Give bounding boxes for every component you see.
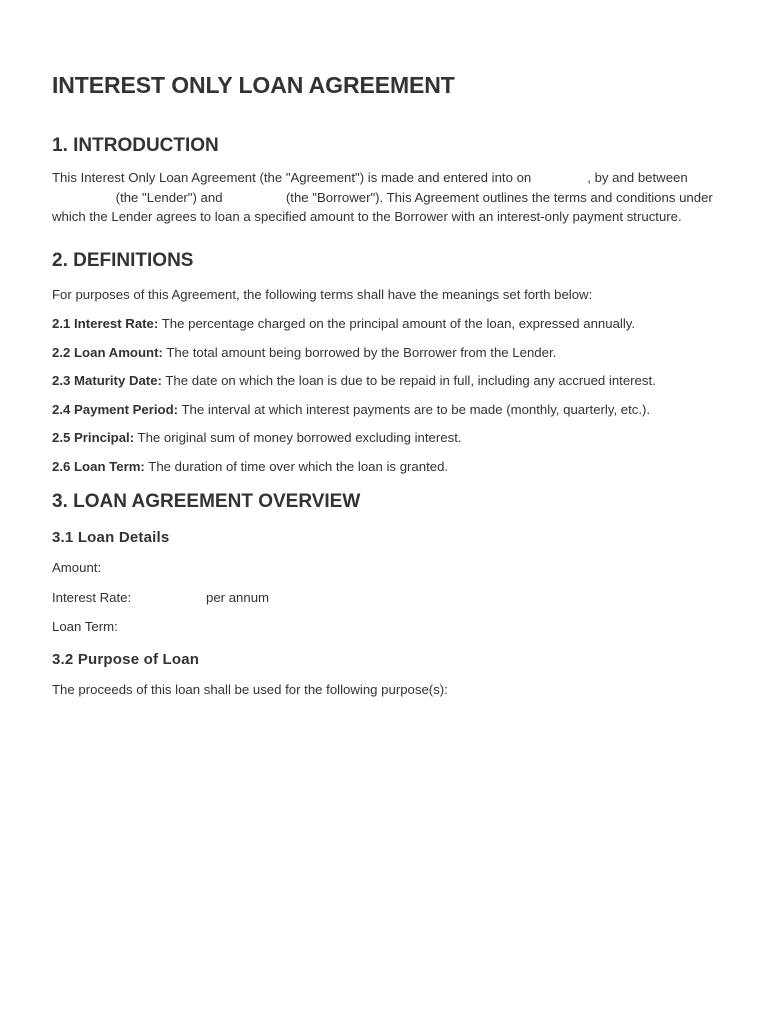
definition-term: 2.1 Interest Rate: bbox=[52, 316, 159, 331]
intro-text-3: (the "Lender") and bbox=[115, 189, 223, 205]
definition-text: The total amount being borrowed by the Borrower from the Lender. bbox=[166, 344, 557, 360]
definition-item bbox=[52, 428, 732, 448]
intro-text-2: , by and between bbox=[587, 170, 688, 185]
definition-text: The percentage charged on the principal amount of the loan, expressed annually. bbox=[161, 316, 636, 331]
definitions-intro: For purposes of this Agreement, the following terms shall have the meanings set forth below: bbox=[52, 286, 593, 302]
purpose-paragraph: The proceeds of this loan shall be used for the following purpose(s): bbox=[52, 681, 448, 697]
amount-field bbox=[52, 558, 732, 578]
definition-item bbox=[52, 371, 732, 391]
loan-term-field bbox=[52, 617, 732, 637]
introduction-paragraph bbox=[52, 168, 732, 227]
definition-term: 2.5 Principal: bbox=[52, 430, 135, 445]
subsection-heading-loan-details: 3.1 Loan Details bbox=[52, 529, 170, 546]
interest-rate-field bbox=[52, 588, 732, 608]
definition-text: The date on which the loan is due to be repaid in full, including any accrued interest. bbox=[165, 373, 656, 388]
interest-rate-label: Interest Rate: bbox=[52, 589, 132, 605]
amount-label: Amount: bbox=[52, 560, 102, 575]
definition-item bbox=[52, 457, 732, 477]
subsection-heading-purpose: 3.2 Purpose of Loan bbox=[52, 650, 200, 668]
intro-text-4: (the "Borrower"). This Agreement outlines the terms and conditions under which the Lender agrees to loan a specified amount to the Borrower with an interest-only payment structure. bbox=[52, 189, 713, 224]
definition-term: 2.3 Maturity Date: bbox=[52, 373, 162, 388]
intro-text-1: This Interest Only Loan Agreement (the "Agreement") is made and entered into on bbox=[52, 170, 532, 185]
document-title: INTEREST ONLY LOAN AGREEMENT bbox=[52, 72, 455, 98]
definition-term: 2.2 Loan Amount: bbox=[52, 344, 163, 360]
definition-text: The duration of time over which the loan is granted. bbox=[148, 458, 449, 474]
section-heading-introduction: 1. INTRODUCTION bbox=[52, 135, 219, 156]
definition-term: 2.4 Payment Period: bbox=[52, 401, 179, 417]
definition-item bbox=[52, 400, 732, 420]
document-body bbox=[52, 71, 732, 699]
definition-term: 2.6 Loan Term: bbox=[52, 458, 145, 474]
section-heading-definitions: 2. DEFINITIONS bbox=[52, 249, 194, 271]
interest-rate-suffix: per annum bbox=[206, 589, 270, 605]
section-heading-overview: 3. LOAN AGREEMENT OVERVIEW bbox=[52, 491, 361, 512]
definition-text: The interval at which interest payments are to be made (monthly, quarterly, etc.). bbox=[181, 401, 651, 417]
definition-item bbox=[52, 343, 732, 363]
definition-text: The original sum of money borrowed excluding interest. bbox=[137, 430, 462, 445]
loan-term-label: Loan Term: bbox=[52, 619, 118, 634]
definition-item bbox=[52, 314, 732, 334]
